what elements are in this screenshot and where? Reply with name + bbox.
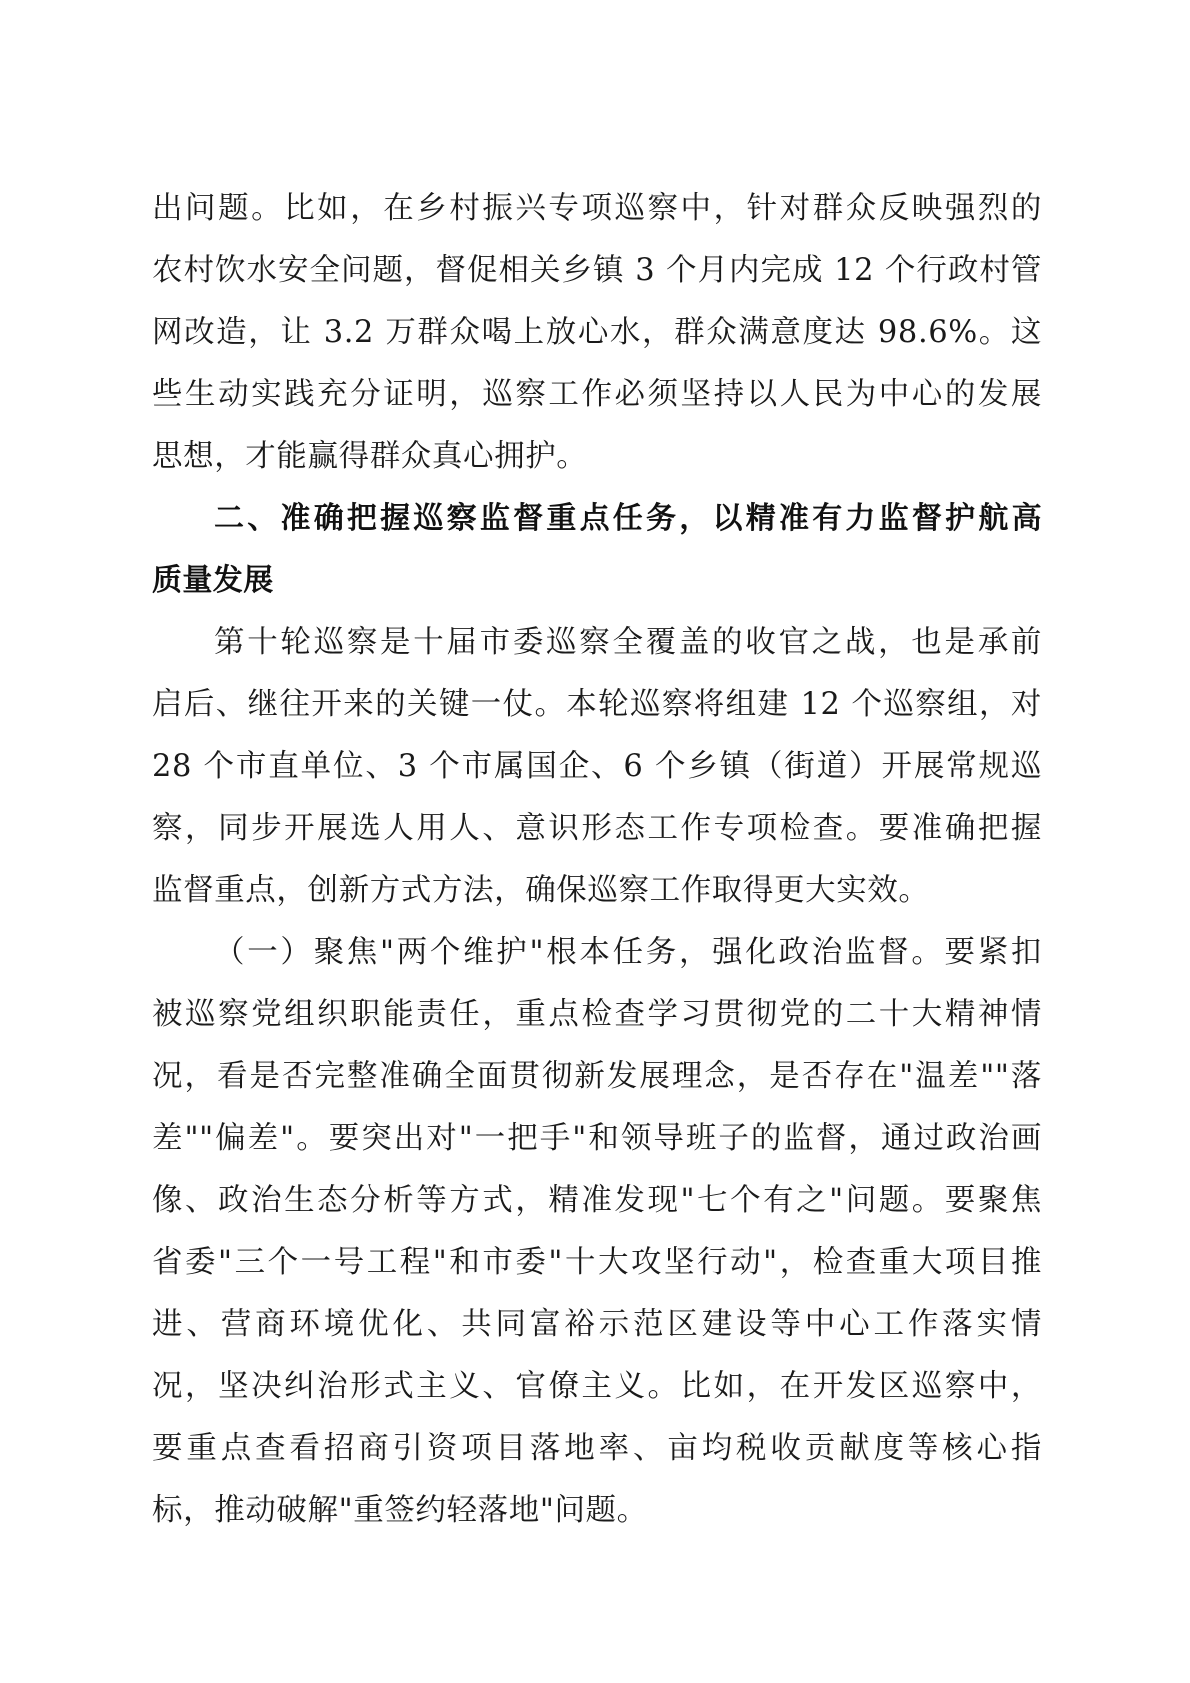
text-line: 省委"三个一号工程"和市委"十大攻坚行动"，检查重大项目推	[152, 1245, 1042, 1280]
text-line: 出问题。比如，在乡村振兴专项巡察中，针对群众反映强烈的	[152, 191, 1042, 226]
text-line: 况，坚决纠治形式主义、官僚主义。比如，在开发区巡察中，	[152, 1369, 1042, 1404]
section-heading	[152, 488, 1042, 612]
text-line: （一）聚焦"两个维护"根本任务，强化政治监督。要紧扣	[214, 935, 1042, 970]
paragraph-intro	[152, 612, 1042, 922]
text-line: 像、政治生态分析等方式，精准发现"七个有之"问题。要聚焦	[152, 1183, 1042, 1218]
text-line: 些生动实践充分证明，巡察工作必须坚持以人民为中心的发展	[152, 377, 1042, 412]
text-line: 标，推动破解"重签约轻落地"问题。	[152, 1493, 648, 1528]
text-line: 农村饮水安全问题，督促相关乡镇 3 个月内完成 12 个行政村管	[152, 253, 1042, 288]
heading-line: 质量发展	[152, 563, 274, 598]
text-line: 差""偏差"。要突出对"一把手"和领导班子的监督，通过政治画	[152, 1121, 1042, 1156]
paragraph-item-1	[152, 922, 1042, 1542]
document-body	[152, 178, 1042, 1542]
text-line: 要重点查看招商引资项目落地率、亩均税收贡献度等核心指	[152, 1431, 1042, 1466]
heading-line: 二、准确把握巡察监督重点任务，以精准有力监督护航高	[214, 501, 1042, 536]
text-line: 第十轮巡察是十届市委巡察全覆盖的收官之战，也是承前	[214, 625, 1042, 660]
text-line: 况，看是否完整准确全面贯彻新发展理念，是否存在"温差""落	[152, 1059, 1042, 1094]
text-line: 监督重点，创新方式方法，确保巡察工作取得更大实效。	[152, 873, 930, 908]
text-line: 被巡察党组织职能责任，重点检查学习贯彻党的二十大精神情	[152, 997, 1042, 1032]
text-line: 28 个市直单位、3 个市属国企、6 个乡镇（街道）开展常规巡	[152, 749, 1042, 784]
text-line: 思想，才能赢得群众真心拥护。	[152, 439, 588, 474]
paragraph-continuation	[152, 178, 1042, 488]
text-line: 察，同步开展选人用人、意识形态工作专项检查。要准确把握	[152, 811, 1042, 846]
text-line: 进、营商环境优化、共同富裕示范区建设等中心工作落实情	[152, 1307, 1042, 1342]
text-line: 启后、继往开来的关键一仗。本轮巡察将组建 12 个巡察组，对	[152, 687, 1042, 722]
text-line: 网改造，让 3.2 万群众喝上放心水，群众满意度达 98.6%。这	[152, 315, 1042, 350]
